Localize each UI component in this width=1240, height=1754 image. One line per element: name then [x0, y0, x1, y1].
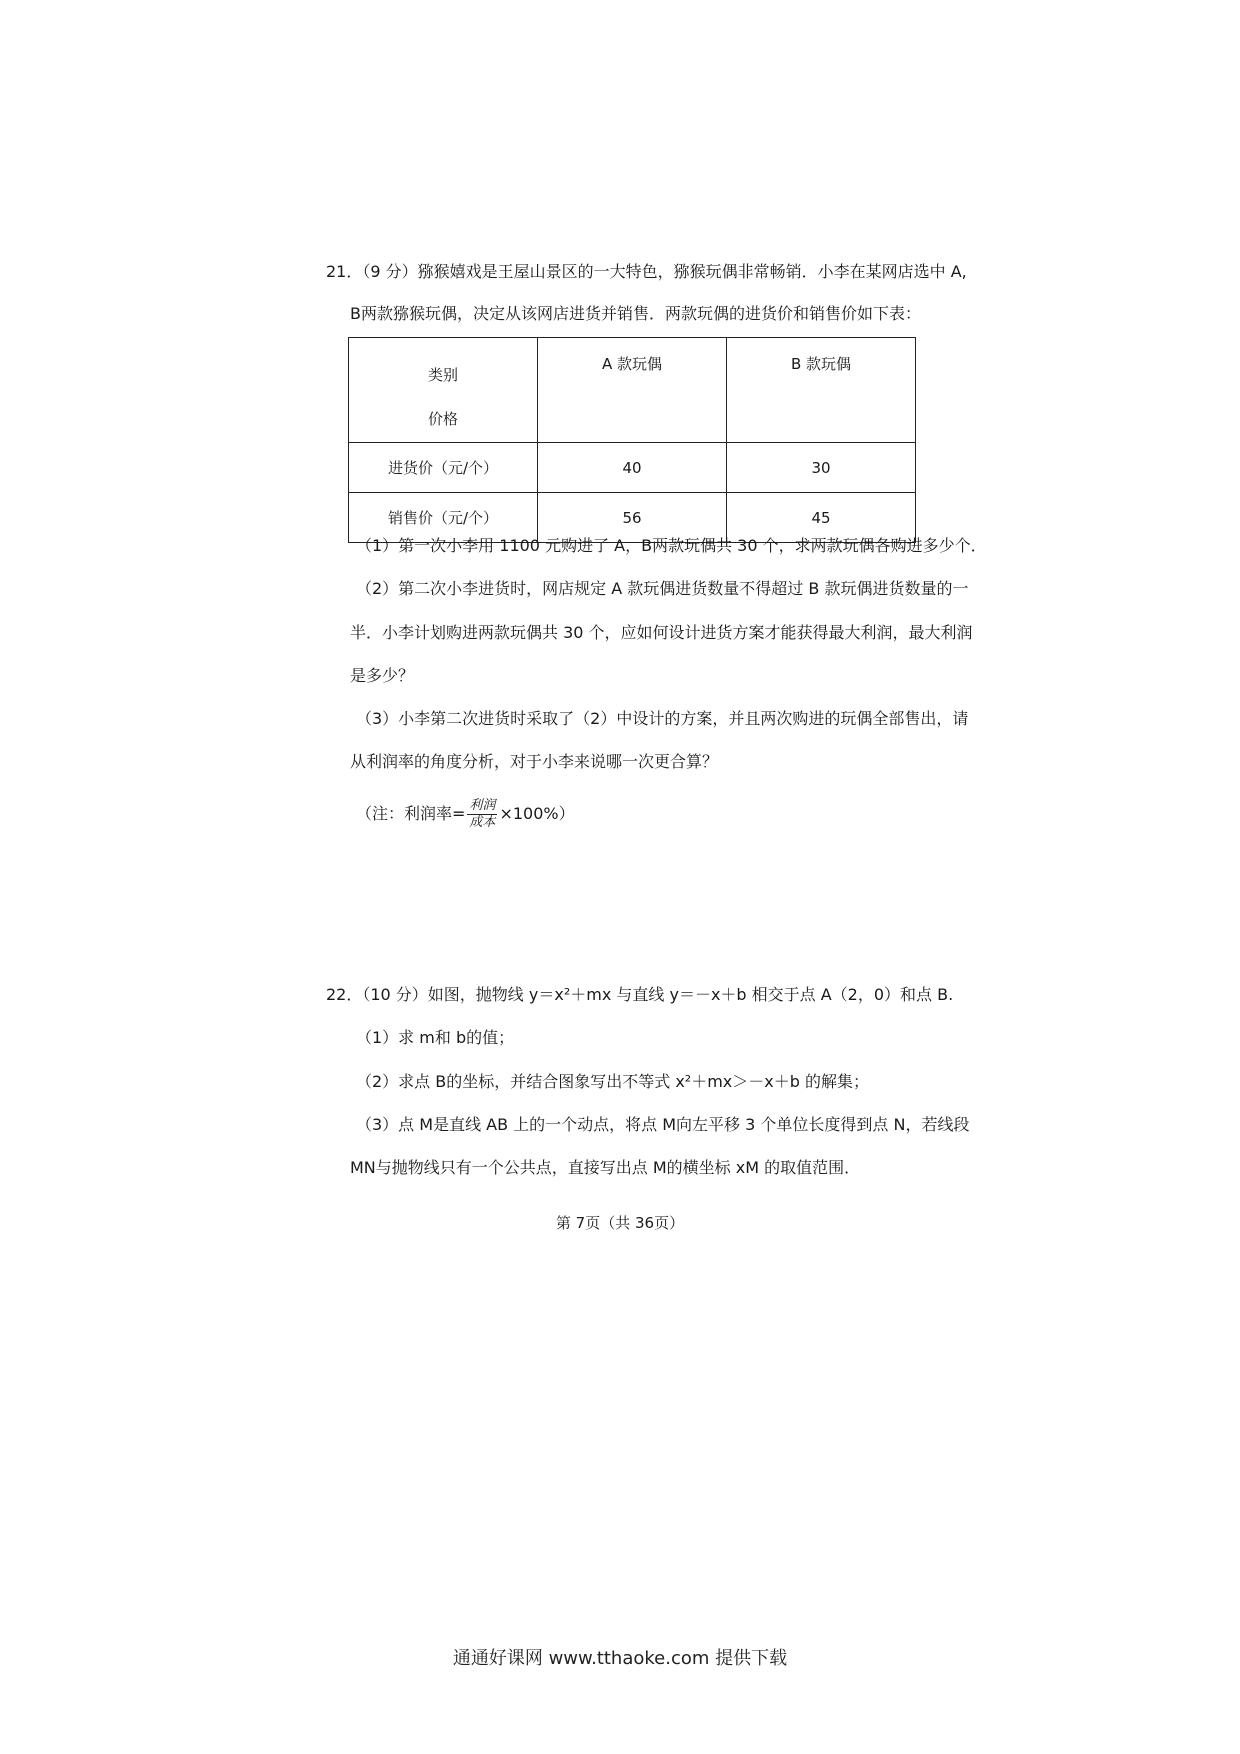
header-price-label: 价格: [427, 410, 458, 428]
q21-part3-line1: （3）小李第二次进货时采取了（2）中设计的方案，并且两次购进的玩偶全部售出，请: [356, 709, 969, 728]
cell-a: 40: [538, 443, 727, 493]
q21-note: （注：利润率= $\frac{\text{利润}}{\text{成本}}$ ×100%）: [356, 798, 575, 830]
cell-a: 56: [538, 493, 727, 543]
q21-intro-line1: 21．（9 分）猕猴嬉戏是王屋山景区的一大特色，猕猴玩偶非常畅销．小李在某网店选中 A,: [326, 262, 967, 281]
q21-part2-line1: （2）第二次小李进货时，网店规定 A 款玩偶进货数量不得超过 B 款玩偶进货数量的一: [356, 579, 969, 598]
page-number: 第 7页（共 36页）: [555, 1214, 685, 1232]
price-table: [348, 337, 916, 543]
q22-part3-line1: （3）点 M是直线 AB 上的一个动点，将点 M向左平移 3 个单位长度得到点 N，若线段: [356, 1115, 970, 1134]
table-header-a: A 款玩偶: [538, 338, 727, 443]
cell-b: 30: [727, 443, 916, 493]
q22-part3-line2: MN与抛物线只有一个公共点，直接写出点 M的横坐标 xM 的取值范围．: [350, 1158, 861, 1177]
profit-rate-fraction: $\frac{\text{利润}}{\text{成本}}$: [469, 798, 496, 830]
cell-b: 45: [727, 493, 916, 543]
download-footer: 通通好课网 www.tthaoke.com 提供下载: [452, 1648, 788, 1669]
table-header-category: [349, 338, 538, 443]
table-header-b: B 款玩偶: [727, 338, 916, 443]
q21-intro-line2: B两款猕猴玩偶，决定从该网店进货并销售．两款玩偶的进货价和销售价如下表：: [350, 304, 921, 323]
q22-part2: （2）求点 B的坐标，并结合图象写出不等式 x²＋mx＞－x＋b 的解集；: [356, 1072, 869, 1091]
table-header-row: [349, 338, 916, 443]
q22-intro: 22．（10 分）如图，抛物线 y＝x²＋mx 与直线 y＝－x＋b 相交于点 A（2，0）和点 B.: [326, 985, 954, 1004]
q21-part1: （1）第一次小李用 1100 元购进了 A，B两款玩偶共 30 个，求两款玩偶各购进多少个．: [356, 536, 987, 555]
row-label: 进货价（元/个）: [349, 443, 538, 493]
q21-part3-line2: 从利润率的角度分析，对于小李来说哪一次更合算？: [350, 752, 719, 771]
q21-part2-line3: 是多少？: [350, 666, 415, 685]
q21-part2-line2: 半．小李计划购进两款玩偶共 30 个，应如何设计进货方案才能获得最大利润，最大利润: [350, 623, 973, 642]
header-category-label: 类别: [427, 366, 458, 384]
table-row: [349, 443, 916, 493]
q22-part1: （1）求 m和 b的值；: [356, 1028, 515, 1047]
row-label: 销售价（元/个）: [349, 493, 538, 543]
